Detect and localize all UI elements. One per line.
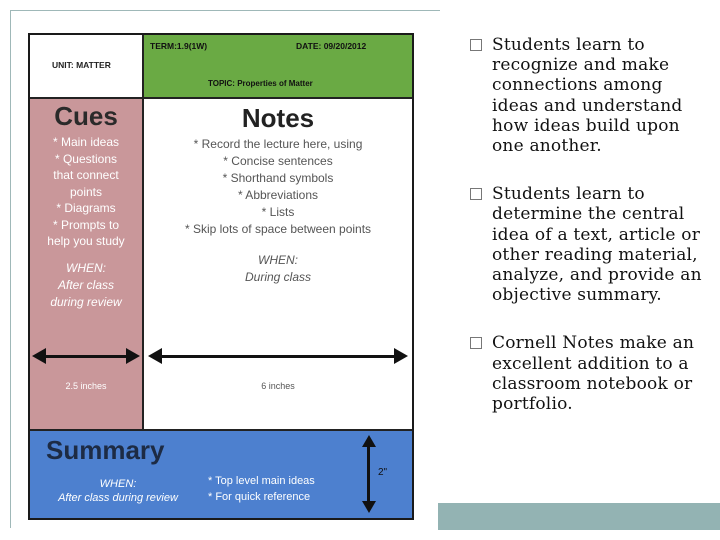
notes-width-label: 6 inches [261,381,295,391]
summary-when-label: WHEN: [99,478,137,490]
cues-when-line2: during review [50,294,122,309]
summary-item: * For quick reference [208,491,311,503]
summary-height-label: 2" [378,467,388,478]
summary-section [30,429,412,518]
summary-title: Summary [46,435,165,465]
checkbox-bullet-icon [470,337,482,349]
arrowhead-left-icon [148,348,162,364]
note-item: * Concise sentences [223,154,333,168]
checkbox-bullet-icon [470,188,482,200]
unit-box [30,35,144,99]
note-item: * Skip lots of space between points [184,222,372,236]
checkbox-bullet-icon [470,39,482,51]
unit-label: UNIT: MATTER [52,60,111,70]
arrowhead-right-icon [394,348,408,364]
cue-item: * Prompts to [52,217,120,232]
arrowhead-left-icon [32,348,46,364]
slide-frame-left [10,10,11,528]
bullet-item [470,184,710,305]
cornell-notes-diagram [28,33,414,520]
cues-width-arrow [40,355,134,358]
arrowhead-up-icon [362,435,376,447]
notes-when-line1: During class [244,270,312,284]
cues-width-label: 2.5 inches [65,381,107,391]
note-item: * Shorthand symbols [222,171,334,185]
summary-when [38,477,198,505]
cue-item: * Questions [54,151,118,166]
notes-when [144,252,412,286]
cues-when [30,260,142,311]
slide-frame-top [10,10,440,11]
notes-title: Notes [241,103,315,133]
topic-label: TOPIC: Properties of Matter [208,79,313,88]
summary-list [208,473,315,505]
bullet-item [470,35,710,156]
notes-when-label: WHEN: [258,253,298,267]
note-item: * Lists [261,205,295,219]
notes-list [144,136,412,238]
summary-height-arrow [367,445,370,503]
bullet-list [470,35,710,414]
cues-list [30,134,142,250]
bullet-text: Students learn to recognize and make connections among ideas and understand how ideas build upon one another. [492,35,683,157]
cues-column [30,99,144,429]
note-item: * Abbreviations [237,188,319,202]
summary-when-line1: After class during review [58,492,178,504]
slide-footer-bar [438,503,720,530]
summary-item: * Top level main ideas [208,475,315,487]
bullet-text: Students learn to determine the central idea of a text, article or other reading material, analyze, and provide an objective summary. [492,184,702,306]
cue-item: help you study [47,234,125,248]
date-label: DATE: 09/20/2012 [296,41,367,51]
note-item: * Record the lecture here, using [193,137,363,151]
term-label: TERM:1.9(1W) [150,41,208,51]
arrowhead-down-icon [362,501,376,513]
header-band [144,35,412,99]
bullet-item [470,333,710,414]
notes-width-arrow [156,355,400,358]
arrowhead-right-icon [126,348,140,364]
cue-item: that connect [53,168,119,182]
cue-item: * Main ideas [52,135,120,149]
cues-title: Cues [54,101,118,131]
cue-item: * Diagrams [56,201,116,215]
notes-column [144,99,412,429]
cues-when-line1: After class [57,277,114,292]
cues-when-label: WHEN: [66,260,106,275]
bullet-text: Cornell Notes make an excellent addition to a classroom notebook or portfolio. [492,333,695,415]
cue-item: points [69,184,103,199]
